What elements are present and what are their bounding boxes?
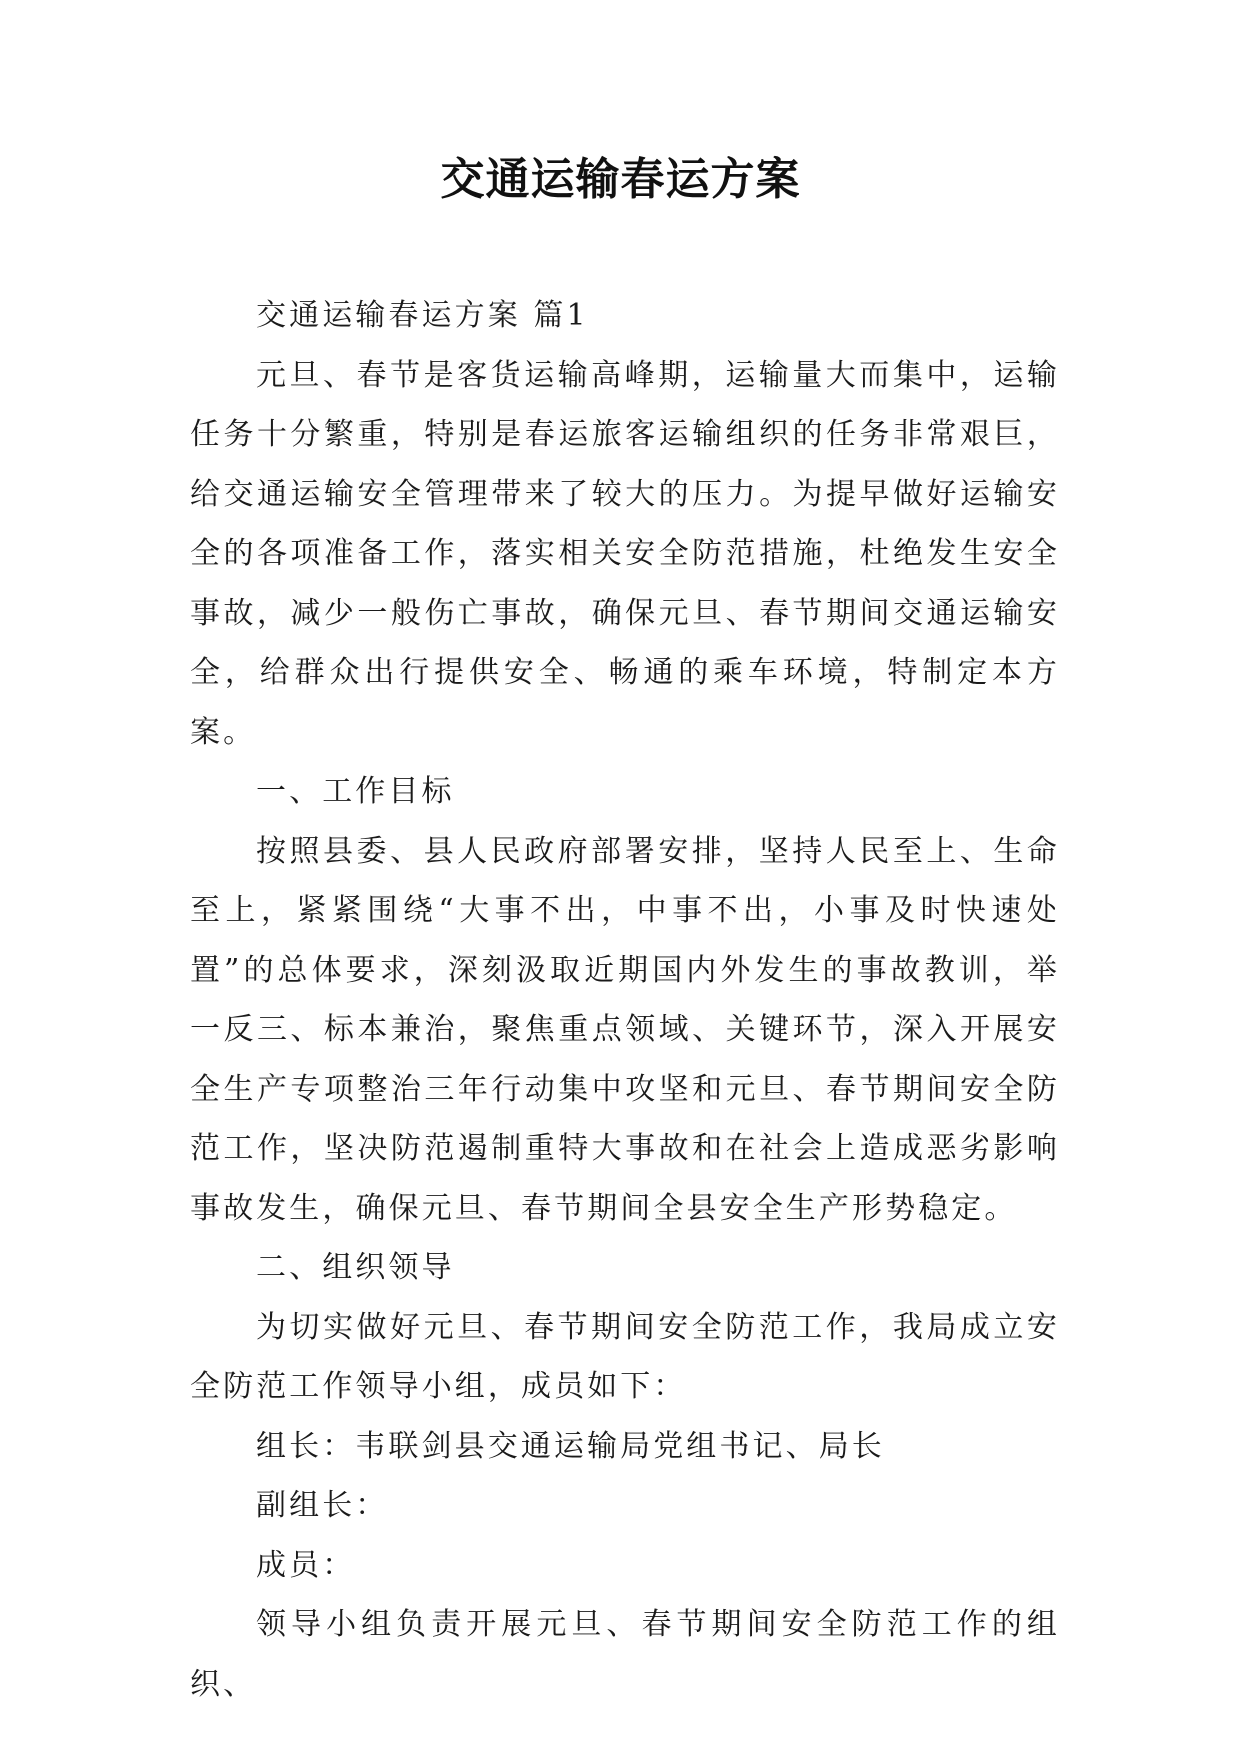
document-body	[190, 286, 1060, 1714]
paragraph-work-goals: 按照县委、县人民政府部署安排，坚持人民至上、生命至上，紧紧围绕“大事不出，中事不出，小事及时快速处置”的总体要求，深刻汲取近期国内外发生的事故教训，举一反三、标本兼治，聚焦重点领域、关键环节，深入开展安全生产专项整治三年行动集中攻坚和元旦、春节期间安全防范工作，坚决防范遏制重特大事故和在社会上造成恶劣影响事故发生，确保元旦、春节期间全县安全生产形势稳定。	[190, 833, 1060, 1226]
paragraph-deputy-leader: 副组长：	[256, 1488, 389, 1523]
section-heading-article-1: 交通运输春运方案 篇1	[256, 298, 589, 333]
section-heading-organization: 二、组织领导	[256, 1250, 455, 1285]
paragraph-introduction: 元旦、春节是客货运输高峰期，运输量大而集中，运输任务十分繁重，特别是春运旅客运输组织的任务非常艰巨，给交通运输安全管理带来了较大的压力。为提早做好运输安全的各项准备工作，落实相关安全防范措施，杜绝发生安全事故，减少一般伤亡事故，确保元旦、春节期间交通运输安全，给群众出行提供安全、畅通的乘车环境，特制定本方案。	[190, 357, 1060, 750]
paragraph-group-leader: 组长：韦联剑县交通运输局党组书记、局长	[256, 1428, 885, 1464]
paragraph-organization: 为切实做好元旦、春节期间安全防范工作，我局成立安全防范工作领导小组，成员如下：	[190, 1309, 1060, 1404]
section-heading-work-goals: 一、工作目标	[256, 774, 455, 809]
paragraph-members: 成员：	[256, 1547, 356, 1583]
document-title: 交通运输春运方案	[440, 154, 801, 205]
paragraph-group-duties: 领导小组负责开展元旦、春节期间安全防范工作的组织、	[190, 1607, 1060, 1702]
